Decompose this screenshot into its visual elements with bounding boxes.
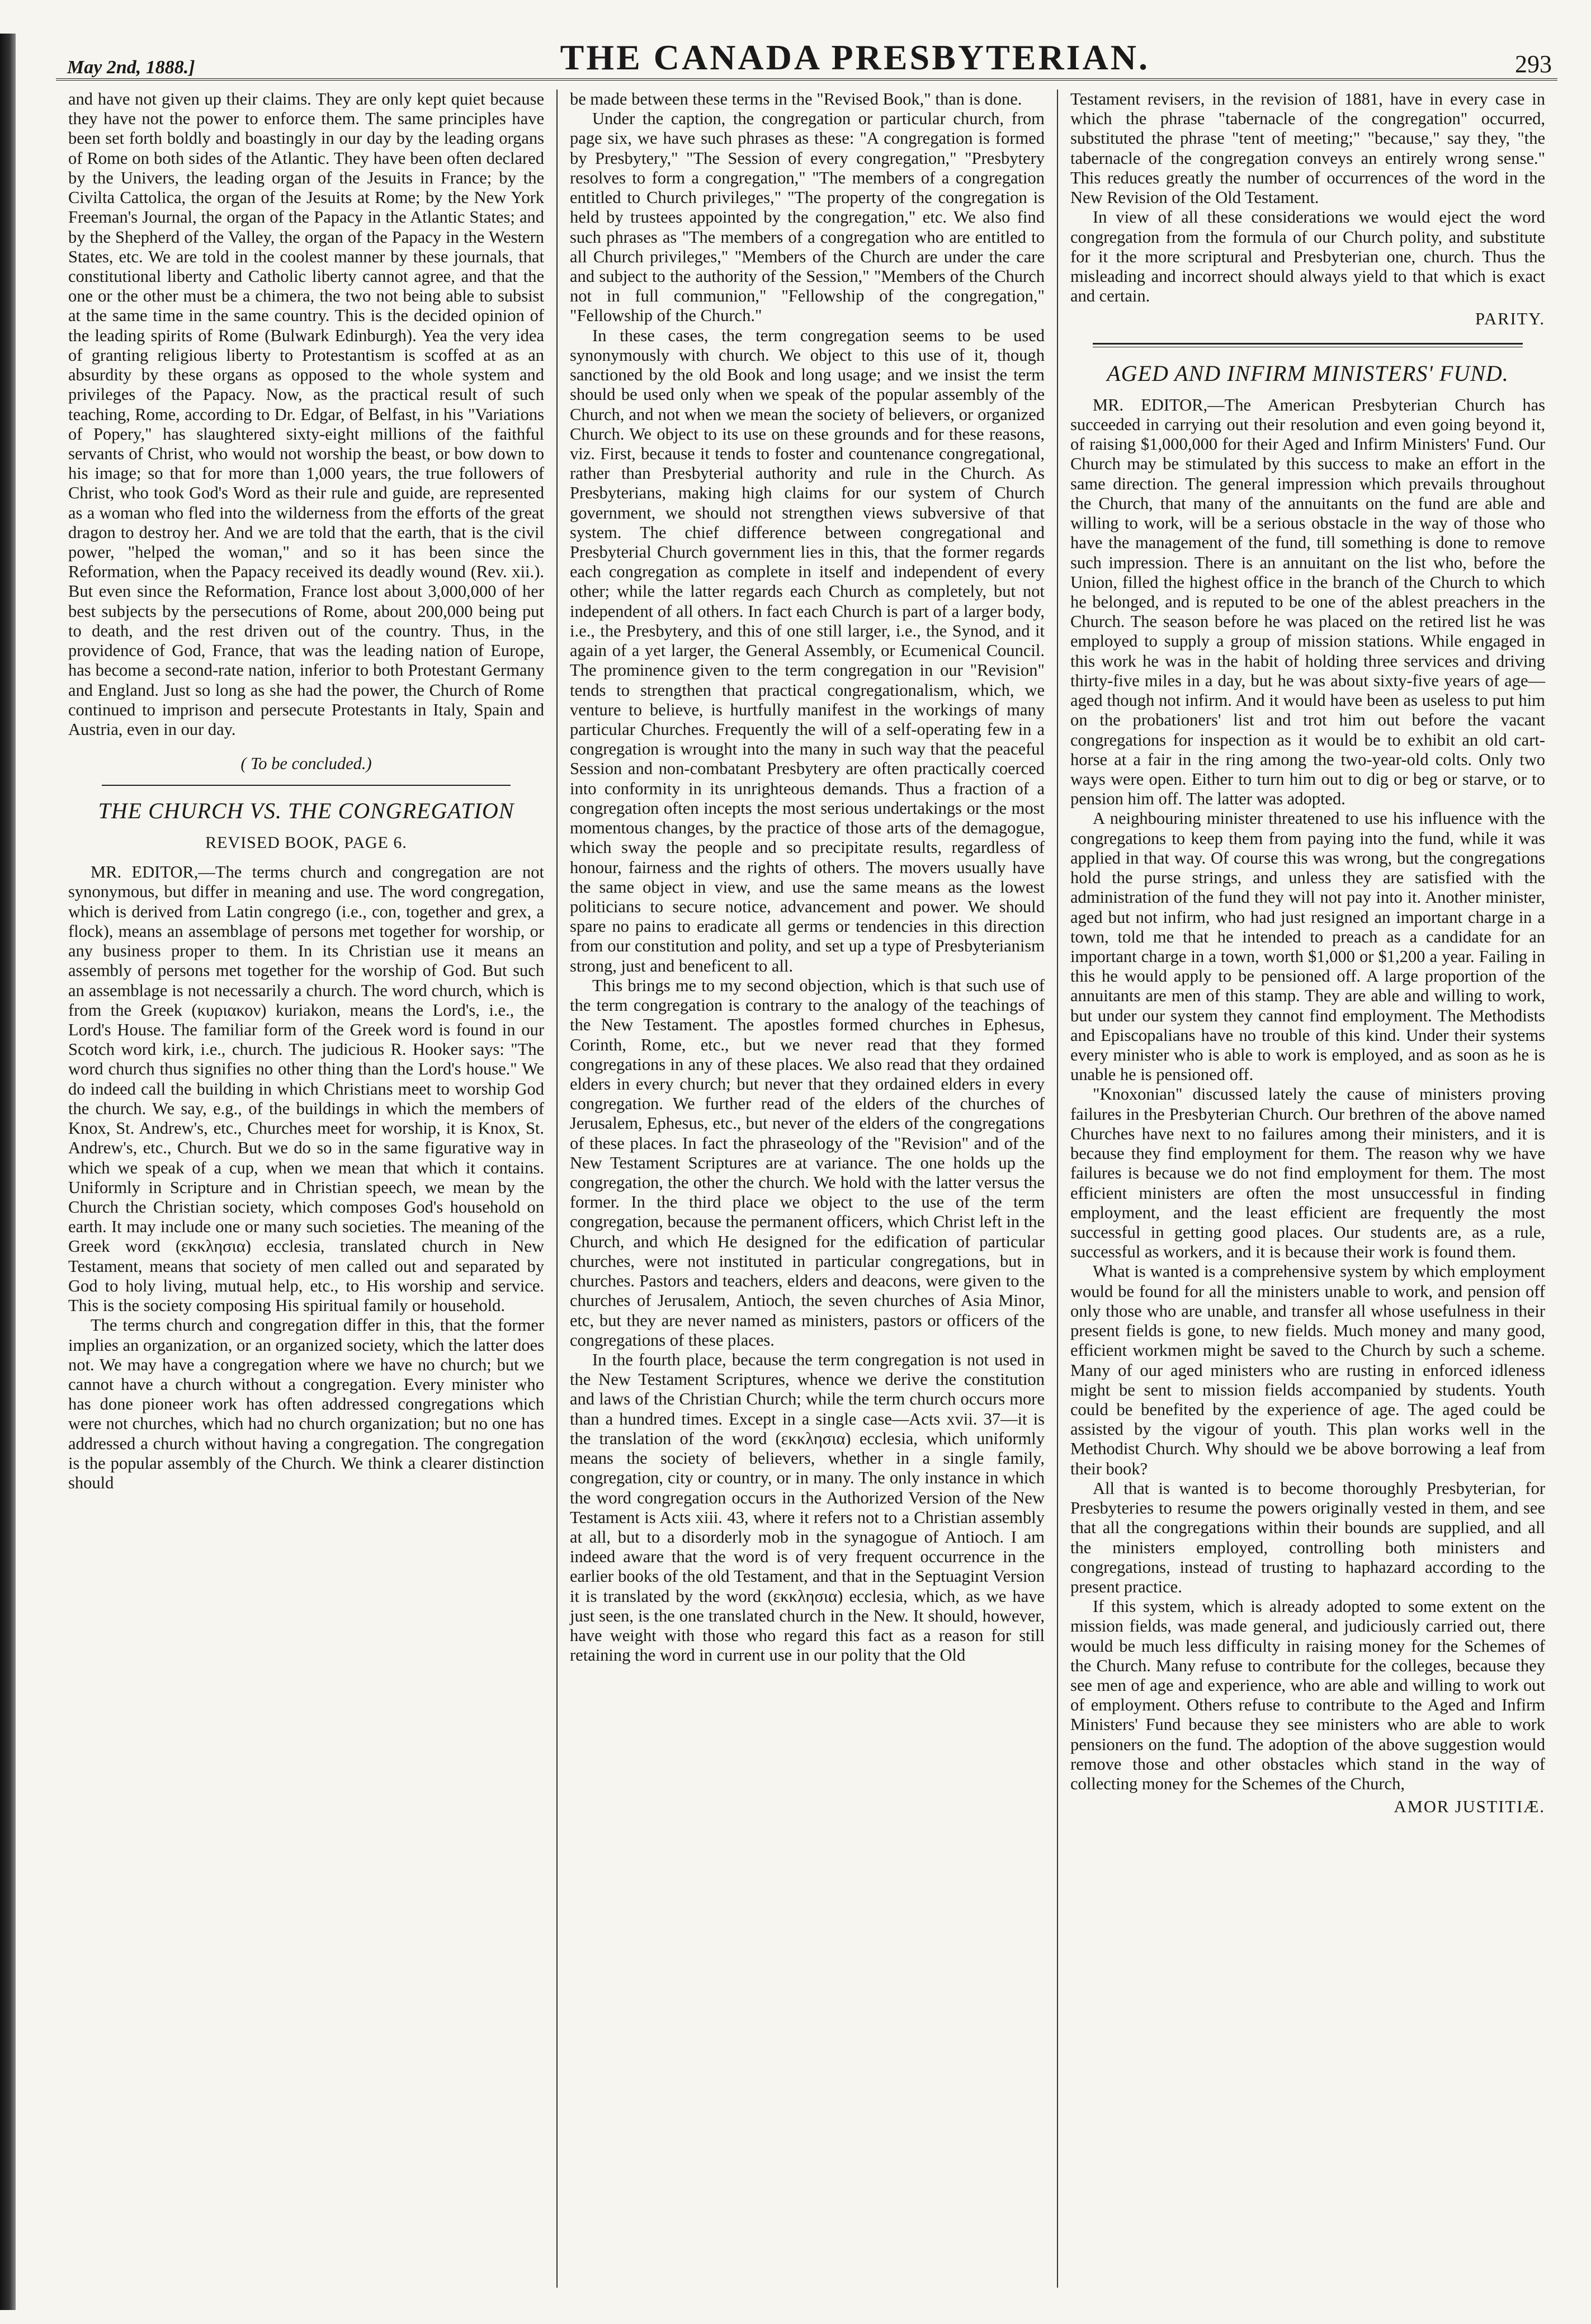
paper-title: THE CANADA PRESBYTERIAN. — [560, 37, 1150, 77]
article-paragraph: This brings me to my second objection, which is that such use of the term congregation is contrary to the analogy of the teachings of the New Testament. The apostles formed churches in Ephesus, Corinth, Rome, etc., but we never read that they formed congregations in any of these places. We also read that they ordained elders in every church; but never that they ordained elders in every congregation. We further read of the elders of the churches of Jerusalem, Ephesus, etc., but never of the elders of the congregations of these places. In fact the phraseology of the "Revision" and of the New Testament Scriptures are at variance. The one holds up the congregation, the other the church. We hold with the latter versus the former. In the third place we object to the use of the term congregation, because the permanent officers, which Christ left in the Church, and which He designed for the edification of particular churches, were not instituted in particular congregations, but in churches. Pastors and teachers, elders and deacons, were given to the churches of Jerusalem, Antioch, the seven churches of Asia Minor, etc, but they are never named as ministers, pastors or officers of the congregations of these places. — [570, 975, 1045, 1350]
article-paragraph: be made between these terms in the "Revised Book," than is done. — [570, 89, 1022, 109]
issue-date: May 2nd, 1888.] — [67, 57, 195, 78]
article-paragraph: In these cases, the term congregation seems to be used synonymously with church. We object to this use of it, though sanctioned by the old Book and long usage; and we insist the term should be used only when we speak of the popular assembly of the Church, and not when we mean the society of believers, or organized Church. We object to its use on these grounds and for these reasons, viz. First, because it tends to foster and countenance congregational, rather than Presbyterial authority and rule in the Church. As Presbyterians, making high claims for our system of Church government, we should not strengthen views subversive of that system. The chief difference between congregational and Presbyterial Church government lies in this, that the former regards each congregation as complete in itself and independent of every other; while the latter regards each Church as completely, but not independent of all others. In fact each Church is part of a larger body, i.e., the Presbytery, and this of one still larger, i.e., the Synod, and it again of a yet larger, the General Assembly, or Ecumenical Council. The prominence given to the term congregation in our "Revision" tends to strengthen that practical congregationalism, which, we venture to believe, is hurtfully manifest in the workings of many particular Churches. Frequently the will of a self-operating few in a congregation is wrought into the many in such way that the peaceful Session and non-combatant Presbytery are often practically coerced into conformity in its unrighteous demands. Thus a fraction of a congregation often incepts the most serious undertakings or the most momentous changes, by the practice of those arts of the demagogue, which sway the people and so precipitate results, regardless of honour, fairness and the rights of others. The movers usually have the same object in view, and use the same means as the lowest politicians to secure notice, advancement and power. We should spare no pains to eradicate all germs or tendencies in this direction from our constitution and polity, and set up a type of Presbyterianism strong, just and beneficent to all. — [570, 326, 1045, 975]
article-subheading: REVISED BOOK, PAGE 6. — [205, 833, 407, 852]
article-columns — [56, 89, 1557, 2288]
article-paragraph: In view of all these considerations we would eject the word congregation from the formula of our Church polity, and substitute for it the more scriptural and Presbyterian one, church. Thus the misleading and incorrect should always yield to that which is exact and certain. — [1070, 208, 1545, 306]
to-be-concluded-note: ( To be concluded.) — [240, 754, 372, 774]
article-paragraph: What is wanted is a comprehensive system by which employment would be found for all the ministers unable to work, and pension off only those who are unable, and transfer all whose usefulness in their present fields is gone, to new fields. Much money and many good, efficient workmen might be saved to the Church by such a scheme. Many of our aged ministers who are rusting in enforced idleness might be sent to mission fields accompanied by students. Youth could be benefited by the experience of age. The aged could be assisted by the vigour of youth. This plan works well in the Methodist Church. Why should we be above borrowing a leaf from their book? — [1070, 1262, 1545, 1478]
column-1 — [56, 89, 556, 2288]
article-heading-church-vs-congregation: THE CHURCH VS. THE CONGREGATION — [98, 798, 514, 824]
page-number: 293 — [1515, 50, 1552, 78]
article-paragraph: All that is wanted is to become thoroughly Presbyterian, for Presbyteries to resume the powers originally vested in them, and see that all the congregations within their bounds are supplied, and all the ministers employed, controlling both ministers and congregations, instead of trusting to haphazard according to the present practice. — [1070, 1478, 1545, 1596]
article-paragraph: MR. EDITOR,—The terms church and congregation are not synonymous, but differ in meaning and use. The word congregation, which is derived from Latin congrego (i.e., con, together and grex, a flock), means an assemblage of persons met together for worship, or any business proper to them. In its Christian use it means an assembly of persons met together for the worship of God. But such an assemblage is not necessarily a church. The word church, which is from the Greek (κυριακον) kuriakon, means the Lord's, i.e., the Lord's House. The familiar form of the Greek word is found in our Scotch word kirk, i.e., church. The judicious R. Hooker says: "The word church thus signifies no other thing than the Lord's house." We do indeed call the building in which Christians meet to worship God the church. We say, e.g., of the buildings in which the members of Knox, St. Andrew's, etc., Churches meet for worship, it is Knox, St. Andrew's, etc., Church. But we do so in the same figurative way in which we speak of a cup, when we mean that which it contains. Uniformly in Scripture and in Christian speech, we mean by the Church the Christian society, which composes God's household on earth. It may include one or many such societies. The meaning of the Greek word (εκκλησια) ecclesia, translated church in New Testament, means that society of men called out and separated by God to holy living, mutual help, etc., to His worship and service. This is the society composing His spiritual family or household. — [68, 862, 544, 1316]
article-paragraph: A neighbouring minister threatened to use his influence with the congregations to keep them from paying into the fund, while it was applied in that way. Of course this was wrong, but the congregations hold the purse strings, and unless they are satisfied with the administration of the fund they will not pay into it. Another minister, aged but not infirm, who had just resigned an important charge in a town, told me that he intended to preach as a candidate for an important charge in a town, worth $1,000 or $1,200 a year. Failing in this he would apply to be pensioned off. A large proportion of the annuitants are men of this stamp. They are able and willing to work, but under our system they cannot find employment. The Methodists and Episcopalians have no trouble of this kind. Under their systems every minister who is able to work is employed, and as soon as he is unable he is pensioned off. — [1070, 809, 1545, 1085]
article-paragraph: In the fourth place, because the term congregation is not used in the New Testament Scriptures, whence we derive the constitution and laws of the Christian Church; while the term church occurs more than a hundred times. Except in a single case—Acts xvii. 37—it is the translation of the word (εκκλησια) ecclesia, which uniformly means the society of believers, whether in a single family, congregation, city or country, or in many. The only instance in which the word congregation occurs in the Authorized Version of the New Testament is Acts xiii. 43, where it refers not to a Christian assembly at all, but to a disorderly mob in the synagogue of Antioch. I am indeed aware that the word is of very frequent occurrence in the earlier books of the old Testament, and that in the Septuagint Version it is translated by the word (εκκλησια) ecclesia, which, as we have just seen, is the one translated church in the New. It should, however, have weight with those who regard this fact as a reason for still retaining the word in current use in our polity that the Old — [570, 1350, 1045, 1665]
article-paragraph: Testament revisers, in the revision of 1881, have in every case in which the phrase "tabernacle of the congregation" occurred, substituted the phrase "tent of meeting;" "because," say they, "the tabernacle of the congregation conveys an entirely wrong sense." This reduces greatly the number of occurrences of the word in the New Revision of the Old Testament. — [1070, 89, 1545, 208]
article-paragraph: Under the caption, the congregation or particular church, from page six, we have such phrases as these: "A congregation is formed by Presbytery," "The Session of every congregation," "Presbytery resolves to form a congregation," "The members of a congregation entitled to Church privileges," "The property of the congregation is held by trustees appointed by the congregation," etc. We also find such phrases as "The members of a congregation who are entitled to all Church privileges," "Members of the Church are under the care and subject to the authority of the Session," "Members of the Church not in full communion," "Fellowship of the congregation," "Fellowship of the Church." — [570, 109, 1045, 326]
article-paragraph: If this system, which is already adopted to some extent on the mission fields, was made general, and judiciously carried out, there would be much less difficulty in raising money for the Schemes of the Church. Many refuse to contribute for the colleges, because they see men of age and experience, who are able and willing to work out of employment. Others refuse to contribute to the Aged and Infirm Ministers' Fund because they see ministers who are able to work pensioners on the fund. The adoption of the above suggestion would remove those and other obstacles which stand in the way of collecting money for the Schemes of the Church, — [1070, 1597, 1545, 1794]
column-3 — [1057, 89, 1557, 2288]
article-paragraph: MR. EDITOR,—The American Presbyterian Church has succeeded in carrying out their resolution and even going beyond it, of raising $1,000,000 for their Aged and Infirm Ministers' Fund. Our Church may be stimulated by this success to make an effort in the same direction. The general impression which prevails throughout the Church, that many of the annuitants on the fund are able and willing to work, will be a serious obstacle in the way of those who have the management of the fund, till something is done to remove such impression. There is an annuitant on the list who, before the Union, filled the highest office in the branch of the Church to which he belonged, and is reputed to be one of the ablest preachers in the Church. The season before he was placed on the retired list he was employed to supply a group of mission stations. While engaged in this work he was in the habit of holding three services and driving thirty-five miles in a day, but he was about sixty-five years of age—aged though not infirm. And it would have been as useless to put him on the probationers' list and trot him out before the vacant congregations for inspection as it would be to exhibit an old cart-horse at a fair in the ring among the two-year-old colts. Only two ways were open. Either to turn him out to dig or beg or starve, or to pension him off. The latter was adopted. — [1070, 395, 1545, 809]
signature-parity: PARITY. — [1475, 309, 1545, 329]
article-heading-aged-infirm-fund: AGED AND INFIRM MINISTERS' FUND. — [1107, 360, 1509, 386]
column-2 — [556, 89, 1057, 2288]
section-divider — [102, 785, 511, 786]
article-paragraph: "Knoxonian" discussed lately the cause of ministers proving failures in the Presbyterian Church. Our brethren of the above named Churches have next to no failures among their ministers, and it is because they find employment for them. The reason why we have failures is because we do not find employment for them. The most efficient ministers are often the most unsuccessful in finding employment, and the least efficient are frequently the most successful in getting good places. Our students are, as a rule, successful as workers, and it is because their work is found them. — [1070, 1085, 1545, 1262]
masthead — [56, 34, 1557, 81]
section-divider — [1093, 343, 1523, 347]
article-paragraph: The terms church and congregation differ in this, that the former implies an organization, or an organized society, which the latter does not. We may have a congregation where we have no church; but we cannot have a church without a congregation. Every minister who has done pioneer work has often addressed congregations which were not churches, which had no church organization; but no one has addressed a church without having a congregation. The congregation is the popular assembly of the Church. We think a clearer distinction should — [68, 1316, 544, 1493]
signature-amor-justitiae: AMOR JUSTITIÆ. — [1394, 1797, 1545, 1817]
continued-paragraph: and have not given up their claims. They are only kept quiet because they have not the power to enforce them. The same principles have been set forth boldly and boastingly in our day by the leading organs of Rome on both sides of the Atlantic. They have been often declared by the Univers, the leading organ of the Jesuits in France; by the Civilta Cattolica, the organ of the Jesuits at Rome; by the New York Freeman's Journal, the organ of the Papacy in the Atlantic States; and by the Shepherd of the Valley, the organ of the Papacy in the Western States, etc. We are told in the coolest manner by these journals, that constitutional liberty and Catholic liberty cannot agree, and that the one or the other must be a chimera, the two not being able to subsist at the same time in the same country. This is the decided opinion of the leading spirits of Rome (Bulwark Edinburgh). Yea the very idea of granting religious liberty to Protestantism is scoffed at as an absurdity by these organs as opposed to the whole system and privileges of the Papacy. Now, as the practical result of such teaching, Rome, according to Dr. Edgar, of Belfast, in his "Variations of Popery," has slaughtered sixty-eight millions of the faithful servants of Christ, who would not worship the beast, or bow down to his image; so that for more than 1,000 years, the true followers of Christ, who took God's Word as their rule and guide, are represented as a woman who fled into the wilderness from the efforts of the great dragon to destroy her. And we are told that the earth, that is the civil power, "helped the woman," and so it has been since the Reformation, when the Papacy received its deadly wound (Rev. xii.). But even since the Reformation, France lost about 3,000,000 of her best subjects by the persecutions of Rome, about 200,000 being put to death, and the rest driven out of the country. Thus, in the providence of God, France, that was the leading nation of Europe, has become a second-rate nation, inferior to both Protestant Germany and England. Just so long as she had the power, the Church of Rome continued to imprison and persecute Protestants in Italy, Spain and Austria, even in our day. — [68, 89, 544, 739]
